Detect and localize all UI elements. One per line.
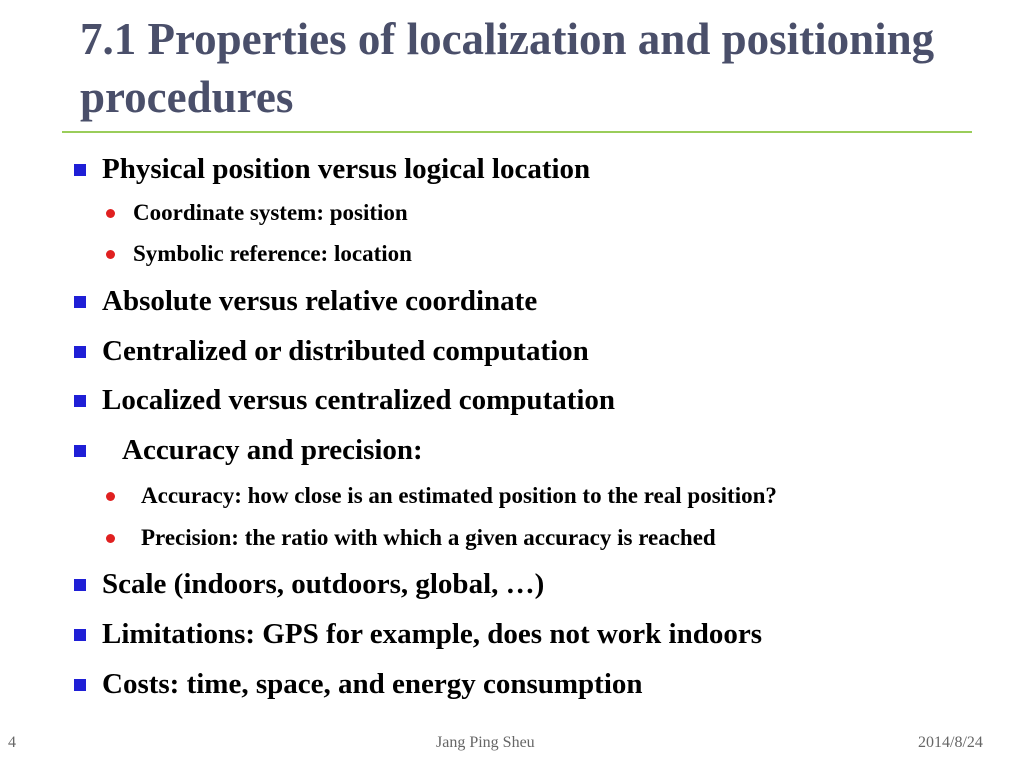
square-bullet-icon [74,164,86,176]
list-item: Accuracy and precision: [122,434,423,466]
list-item: Localized versus centralized computation [102,384,616,416]
square-bullet-icon [74,395,86,407]
slide-title: 7.1 Properties of localization and positioning procedures [80,14,935,122]
square-bullet-icon [74,296,86,308]
list-item: Precision: the ratio with which a given accuracy is reached [141,525,716,550]
list-item: Accuracy: how close is an estimated position to the real position? [141,483,777,508]
square-bullet-icon [74,445,86,457]
dot-bullet-icon [106,534,115,543]
list-item: Coordinate system: position [133,200,408,225]
square-bullet-icon [74,346,86,358]
square-bullet-icon [74,629,86,641]
square-bullet-icon [74,579,86,591]
list-item: Absolute versus relative coordinate [102,285,538,317]
list-item: Scale (indoors, outdoors, global, …) [102,568,545,600]
footer-author: Jang Ping Sheu [436,734,535,751]
dot-bullet-icon [106,492,115,501]
page-number: 4 [8,734,16,751]
list-item: Limitations: GPS for example, does not work indoors [102,618,763,650]
footer-date: 2014/8/24 [918,734,983,751]
dot-bullet-icon [106,209,115,218]
list-item: Physical position versus logical location [102,153,591,185]
square-bullet-icon [74,679,86,691]
list-item: Symbolic reference: location [133,241,412,266]
list-item: Centralized or distributed computation [102,335,589,367]
dot-bullet-icon [106,250,115,259]
list-item: Costs: time, space, and energy consumption [102,668,643,700]
